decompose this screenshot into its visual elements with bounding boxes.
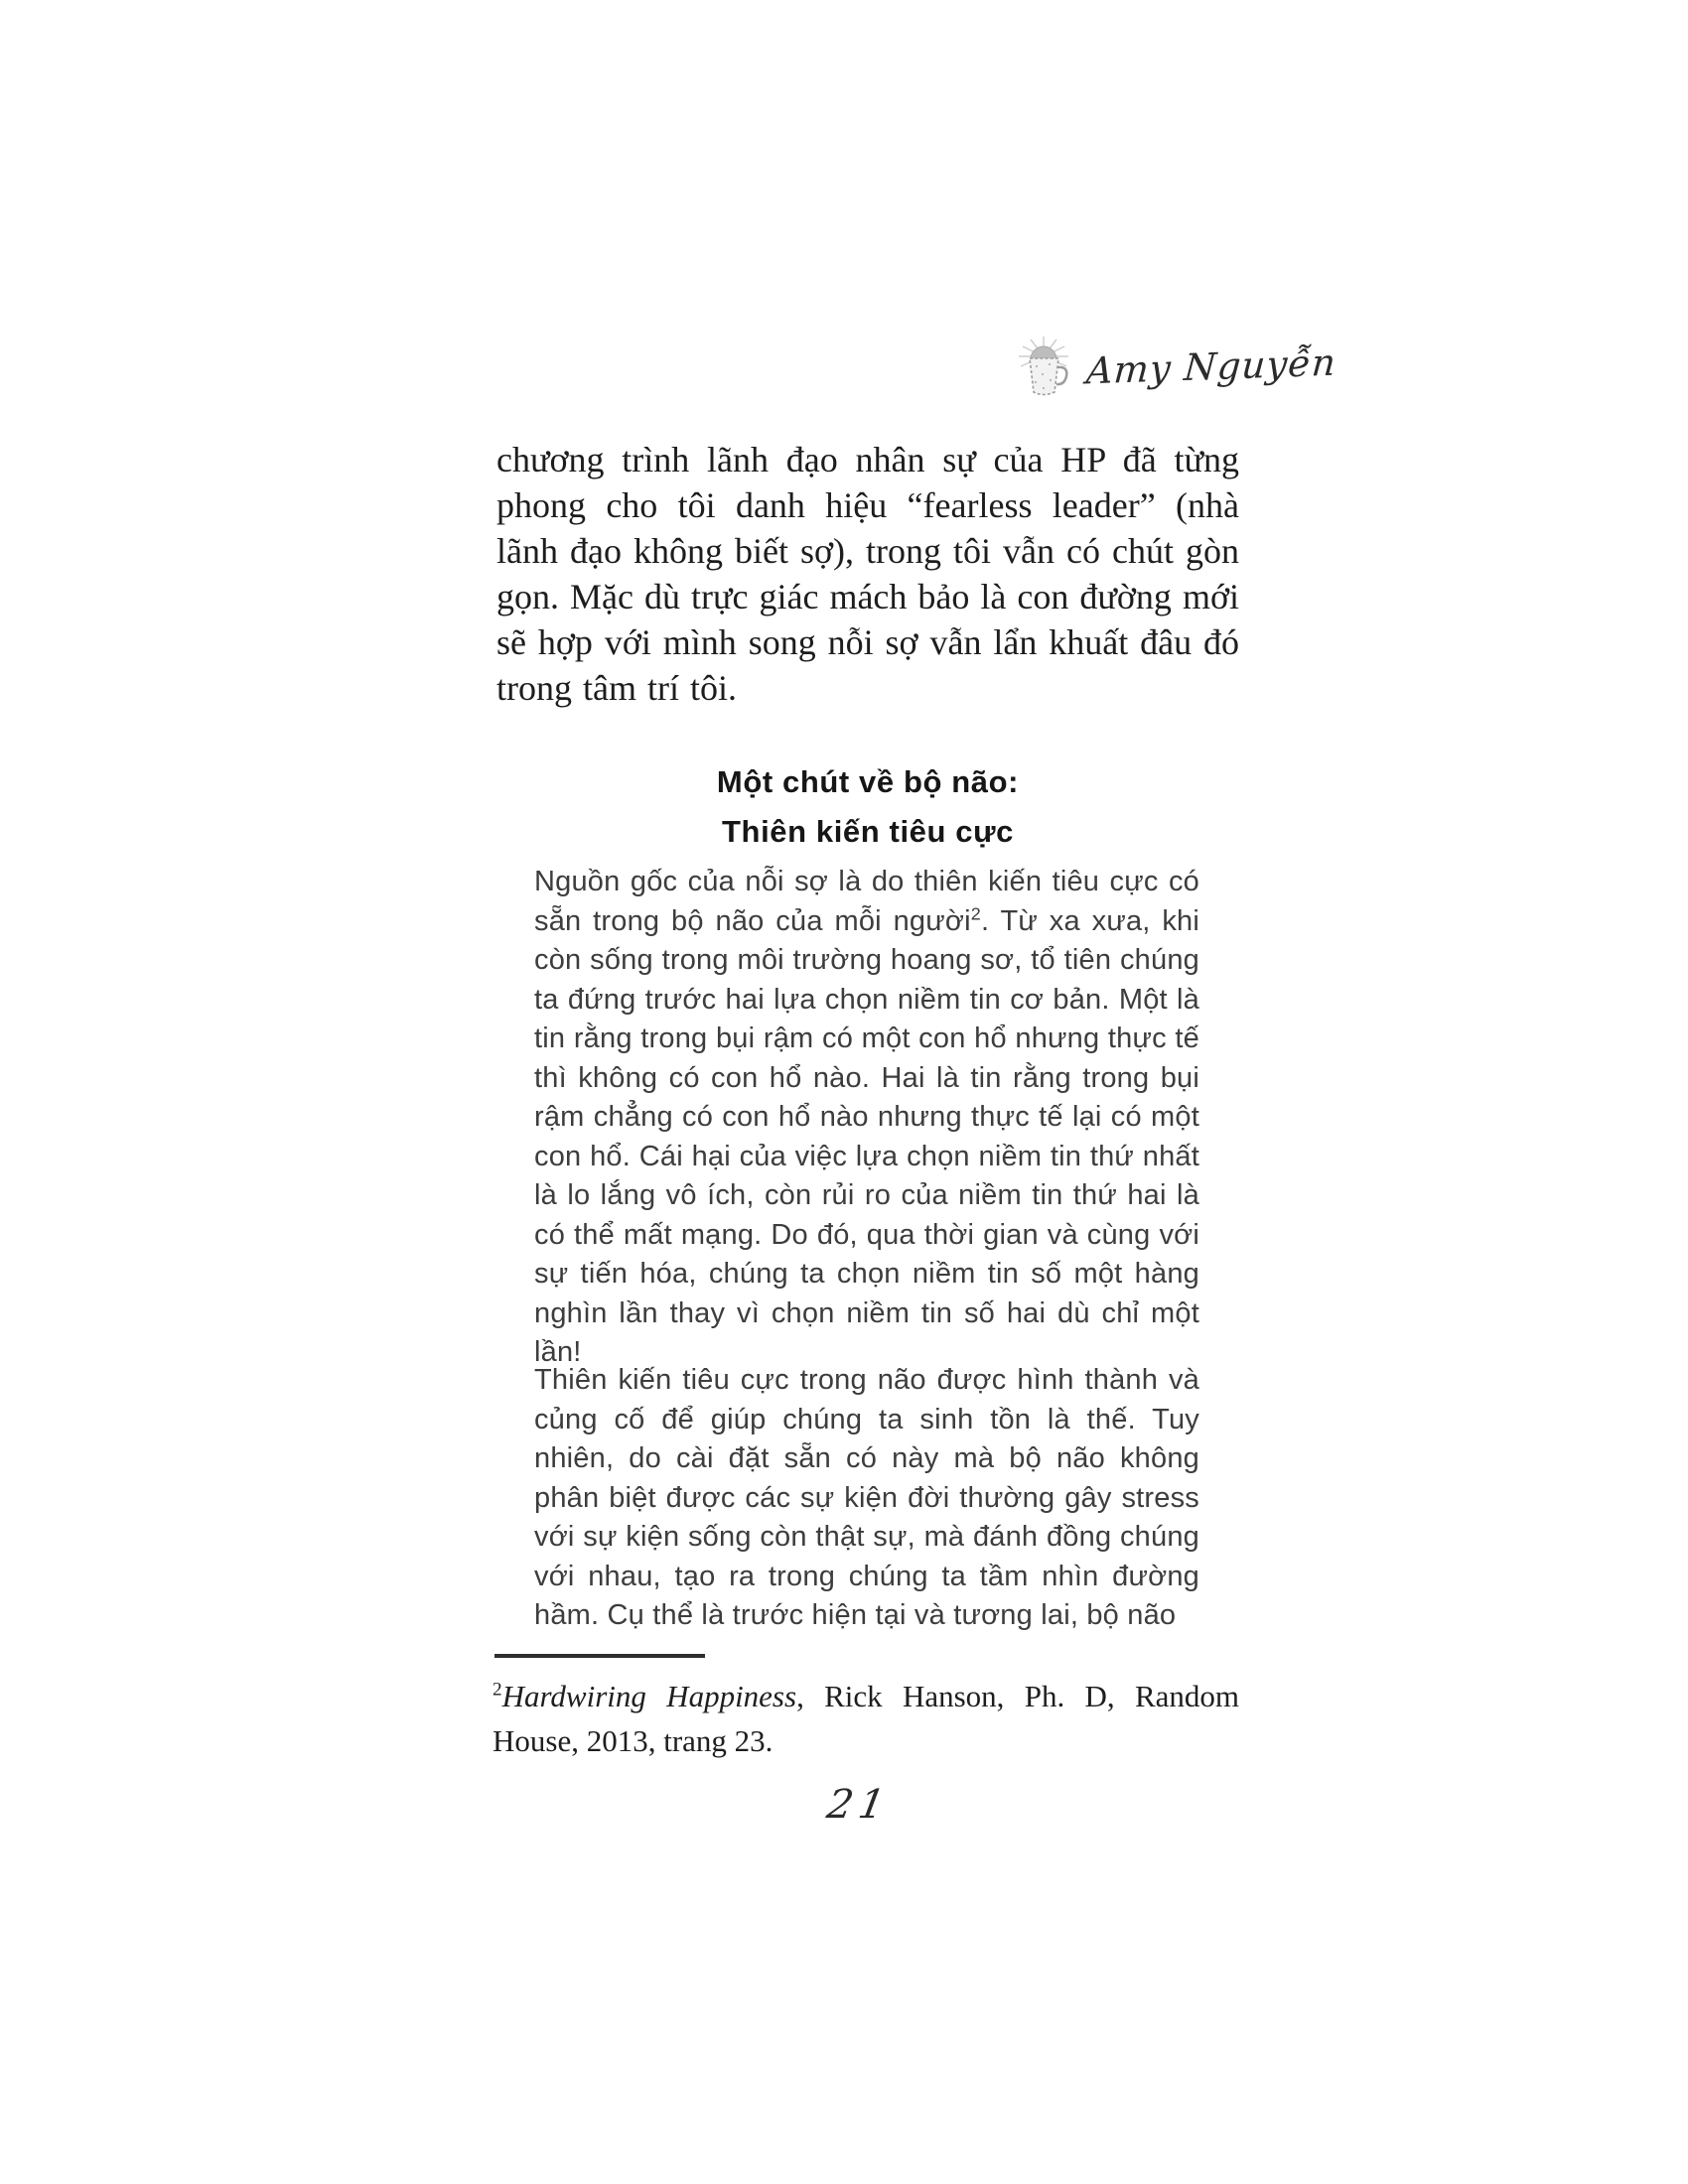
- body-paragraph-2: Thiên kiến tiêu cực trong não được hình thành và củng cố để giúp chúng ta sinh tồn là thế. Tuy nhiên, do cài đặt sẵn có này mà bộ não không phân biệt được các sự kiện đời thường gây stress với sự kiện sống còn thật sự, mà đánh đồng chúng với nhau, tạo ra trong chúng ta tầm nhìn đường hầm. Cụ thể là trước hiện tại và tương lai, bộ não: [534, 1364, 1199, 1631]
- footnote-marker: 2: [492, 1679, 502, 1701]
- author-signature: Amy Nguyễn: [1084, 341, 1338, 392]
- body-paragraph-1-continued: . Từ xa xưa, khi còn sống trong môi trường hoang sơ, tổ tiên chúng ta đứng trước hai lựa chọn niềm tin cơ bản. Một là tin rằng trong bụi rậm có một con hổ nhưng thực tế thì không có con hổ nào. Hai là tin rằng trong bụi rậm chẳng có con hổ nào nhưng thực tế lại có một con hổ. Cái hại của việc lựa chọn niềm tin thứ nhất là lo lắng vô ích, còn rủi ro của niềm tin thứ hai là có thể mất mạng. Do đó, qua thời gian và cùng với sự tiến hóa, chúng ta chọn niềm tin số một hàng nghìn lần thay vì chọn niềm tin số hai dù chỉ một lần!: [534, 904, 1200, 1368]
- page-header: [1017, 332, 1338, 401]
- footnote-reference-2: 2: [970, 902, 981, 923]
- mug-with-rising-sun-icon: [1017, 335, 1070, 398]
- footnote-citation: , Rick Hanson, Ph. D, Random House, 2013, trang 23.: [492, 1679, 1240, 1758]
- page-number: 21: [823, 1782, 895, 1828]
- section-heading-line2: Thiên kiến tiêu cực: [722, 814, 1014, 849]
- footnote: [492, 1674, 1239, 1763]
- footnote-divider: [494, 1654, 705, 1658]
- section-heading-line1: Một chút về bộ não:: [716, 764, 1020, 799]
- body-paragraph-1: [534, 863, 1199, 1373]
- intro-paragraph: chương trình lãnh đạo nhân sự của HP đã từng phong cho tôi danh hiệu “fearless leader” (nhà lãnh đạo không biết sợ), trong tôi vẫn có chút gòn gọn. Mặc dù trực giác mách bảo là con đường mới sẽ hợp với mình song nỗi sợ vẫn lẩn khuất đâu đó trong tâm trí tôi.: [496, 440, 1239, 708]
- body-paragraph-1-text: Nguồn gốc của nỗi sợ là do thiên kiến tiêu cực có sẵn trong bộ não của mỗi người: [534, 866, 1199, 937]
- footnote-work-title: Hardwiring Happiness: [501, 1679, 797, 1713]
- section-heading: [496, 757, 1239, 857]
